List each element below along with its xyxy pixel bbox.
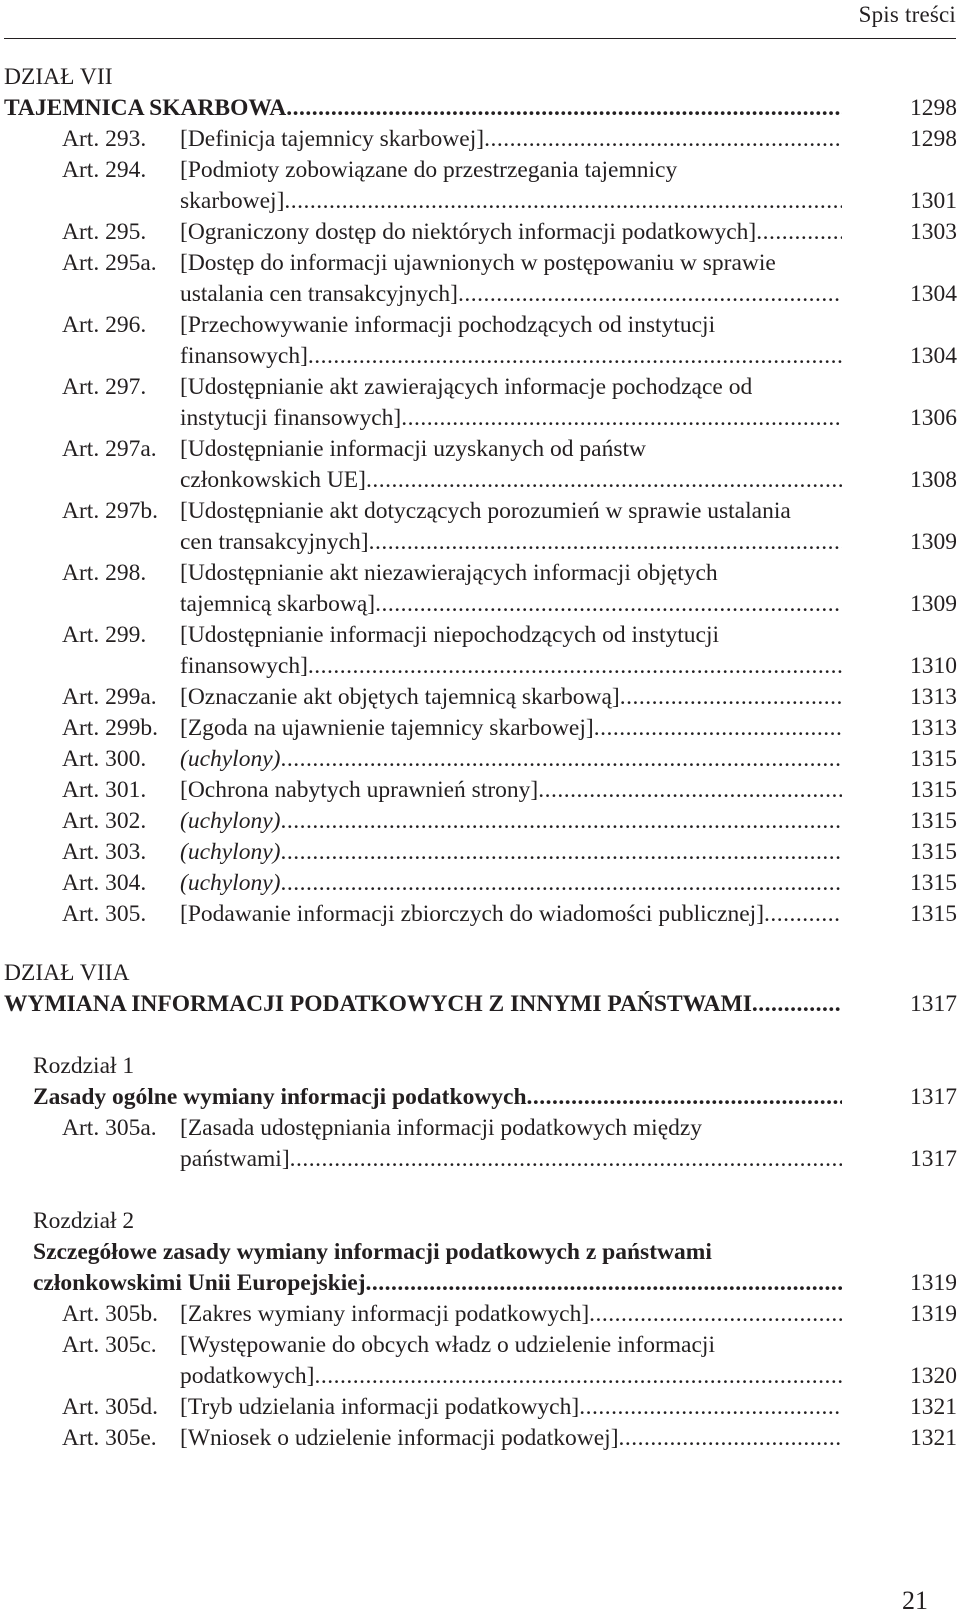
dot-leader [484,124,842,155]
section-label: DZIAŁ VIIA [4,960,130,986]
dot-leader [756,217,842,248]
article-title-line: [Przechowywanie informacji pochodzących od instytucji [180,312,716,338]
article-title [180,1423,842,1454]
dot-leader [308,651,842,682]
section-title-text: TAJEMNICA SKARBOWA [4,95,287,121]
article-title-text: [Ochrona nabytych uprawnień strony] [180,777,539,803]
toc-page-number: 1309 [910,591,957,617]
article-title [180,279,842,310]
section-title-text: WYMIANA INFORMACJI PODATKOWYCH Z INNYMI PAŃSTWAMI [4,991,752,1017]
chapter-title-line: Szczegółowe zasady wymiany informacji podatkowych z państwami [33,1239,712,1265]
article-number: Art. 305. [62,901,147,927]
chapter-title [33,1082,842,1113]
dot-leader [314,1361,842,1392]
article-title [180,651,842,682]
article-title [180,217,842,248]
article-title [180,868,842,899]
article-number: Art. 295a. [62,250,157,276]
toc-page-number: 1321 [910,1425,957,1451]
toc-page-number: 1315 [910,777,957,803]
toc-page-number: 1319 [910,1270,957,1296]
article-number: Art. 301. [62,777,147,803]
article-title-line: [Udostępnianie akt dotyczących porozumień w sprawie ustalania [180,498,791,524]
article-title-text: podatkowych] [180,1363,315,1389]
toc-page-number: 1315 [910,839,957,865]
dot-leader [284,186,842,217]
toc-page-number: 1303 [910,219,957,245]
dot-leader [764,899,842,930]
dot-leader [308,341,842,372]
article-number: Art. 297a. [62,436,157,462]
toc-page-number: 1317 [910,1084,957,1110]
toc-page-number: 1304 [910,281,957,307]
article-title-text: [Zgoda na ujawnienie tajemnicy skarbowej] [180,715,594,741]
article-title-text: finansowych] [180,343,308,369]
dot-leader [401,403,842,434]
dot-leader [458,279,842,310]
article-title-text: ustalania cen transakcyjnych] [180,281,458,307]
article-number: Art. 305c. [62,1332,157,1358]
article-title [180,775,842,806]
article-title [180,1392,842,1423]
dot-leader [290,1144,842,1175]
dot-leader [369,527,842,558]
article-number: Art. 304. [62,870,147,896]
dot-leader [619,1423,842,1454]
dot-leader [527,1082,842,1113]
article-title-text: cen transakcyjnych] [180,529,369,555]
article-title [180,403,842,434]
dot-leader [280,837,842,868]
article-title-line: [Udostępnianie akt niezawierających informacji objętych [180,560,718,586]
article-title-line: [Występowanie do obcych władz o udzielenie informacji [180,1332,715,1358]
article-title [180,589,842,620]
toc-page-number: 1313 [910,715,957,741]
toc-page-number: 1317 [910,991,957,1017]
running-header: Spis treści [858,2,956,27]
article-title-text: skarbowej] [180,188,285,214]
article-title-text: [Definicja tajemnicy skarbowej] [180,126,485,152]
article-title [180,341,842,372]
article-title-text: państwami] [180,1146,290,1172]
article-title [180,713,842,744]
article-title-text: [Podawanie informacji zbiorczych do wiadomości publicznej] [180,901,765,927]
toc-page-number: 1304 [910,343,957,369]
article-title-text: członkowskich UE] [180,467,366,493]
article-title-text: [Zakres wymiany informacji podatkowych] [180,1301,590,1327]
dot-leader [286,93,842,124]
article-number: Art. 305b. [62,1301,158,1327]
toc-page-number: 1315 [910,746,957,772]
article-title-text: [Tryb udzielania informacji podatkowych] [180,1394,580,1420]
toc-page-number: 1320 [910,1363,957,1389]
article-number: Art. 303. [62,839,147,865]
article-title [180,124,842,155]
toc-page-number: 1301 [910,188,957,214]
article-title [180,1299,842,1330]
toc-page-number: 1317 [910,1146,957,1172]
dot-leader [366,1268,842,1299]
article-title-text: finansowych] [180,653,308,679]
section-label: DZIAŁ VII [4,64,113,90]
header-rule [4,38,956,39]
article-title-text: (uchylony) [180,746,281,772]
page-number: 21 [902,1586,928,1615]
toc-page-number: 1309 [910,529,957,555]
article-title-text: [Ograniczony dostęp do niektórych informacji podatkowych] [180,219,757,245]
article-title [180,465,842,496]
article-title [180,527,842,558]
toc-page-number: 1313 [910,684,957,710]
dot-leader [752,989,842,1020]
toc-page-number: 1321 [910,1394,957,1420]
article-number: Art. 305a. [62,1115,157,1141]
article-number: Art. 295. [62,219,147,245]
article-title-line: [Udostępnianie akt zawierających informacje pochodzące od [180,374,753,400]
dot-leader [579,1392,842,1423]
article-title [180,1361,842,1392]
article-title [180,682,842,713]
article-title-line: [Podmioty zobowiązane do przestrzegania tajemnicy [180,157,678,183]
article-title [180,186,842,217]
article-number: Art. 296. [62,312,147,338]
dot-leader [589,1299,842,1330]
dot-leader [366,465,842,496]
toc-page-number: 1315 [910,870,957,896]
article-number: Art. 297b. [62,498,158,524]
article-title-text: (uchylony) [180,870,281,896]
toc-page-number: 1315 [910,808,957,834]
dot-leader [280,806,842,837]
article-number: Art. 300. [62,746,147,772]
article-title [180,899,842,930]
dot-leader [280,868,842,899]
section-title [4,93,842,124]
toc-page-number: 1298 [910,126,957,152]
article-title [180,744,842,775]
article-number: Art. 302. [62,808,147,834]
article-number: Art. 299b. [62,715,158,741]
article-title-line: [Zasada udostępniania informacji podatkowych między [180,1115,703,1141]
article-title [180,806,842,837]
dot-leader [538,775,842,806]
toc-page-number: 1315 [910,901,957,927]
chapter-title [33,1268,842,1299]
article-title [180,837,842,868]
chapter-title-text: Zasady ogólne wymiany informacji podatkowych [33,1084,527,1110]
article-number: Art. 297. [62,374,147,400]
dot-leader [620,682,842,713]
article-title-text: tajemnicą skarbową] [180,591,376,617]
dot-leader [375,589,842,620]
article-number: Art. 299a. [62,684,157,710]
dot-leader [280,744,842,775]
chapter-label: Rozdział 1 [33,1053,135,1079]
article-title-text: (uchylony) [180,839,281,865]
article-number: Art. 299. [62,622,147,648]
toc-page-number: 1319 [910,1301,957,1327]
section-title [4,989,842,1020]
dot-leader [594,713,842,744]
article-number: Art. 293. [62,126,147,152]
article-title-text: (uchylony) [180,808,281,834]
article-title-line: [Udostępnianie informacji uzyskanych od państw [180,436,646,462]
article-title [180,1144,842,1175]
toc-page-number: 1310 [910,653,957,679]
article-title-text: [Wniosek o udzielenie informacji podatkowej] [180,1425,619,1451]
article-number: Art. 305d. [62,1394,158,1420]
article-title-text: [Oznaczanie akt objętych tajemnicą skarbową] [180,684,620,710]
article-number: Art. 294. [62,157,147,183]
toc-page-number: 1306 [910,405,957,431]
toc-page-number: 1308 [910,467,957,493]
chapter-label: Rozdział 2 [33,1208,135,1234]
article-number: Art. 298. [62,560,147,586]
toc-page-number: 1298 [910,95,957,121]
article-title-text: instytucji finansowych] [180,405,402,431]
article-title-line: [Udostępnianie informacji niepochodzących od instytucji [180,622,720,648]
article-title-line: [Dostęp do informacji ujawnionych w postępowaniu w sprawie [180,250,776,276]
article-number: Art. 305e. [62,1425,157,1451]
chapter-title-text: członkowskimi Unii Europejskiej [33,1270,366,1296]
